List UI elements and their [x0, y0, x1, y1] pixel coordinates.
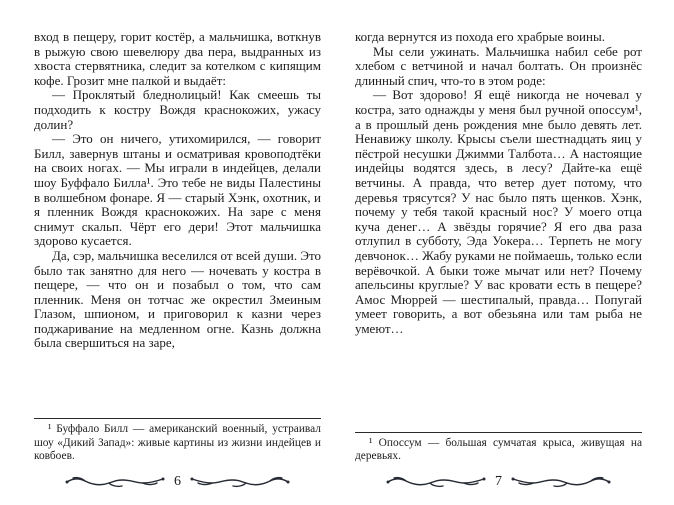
- paragraph: Да, сэр, мальчишка веселился от всей души. Это было так занятно для него — ночевать у костра в пещере, — что он и позабыл о том, что сам пленник. Меня он тотчас же окрестил Змеиным Глазом, шпионом, и приговорил к казни через поджаривание на медленном огне. Казнь должна была свершиться на заре,: [34, 247, 321, 351]
- page-number: 7: [495, 474, 502, 489]
- paragraph: когда вернутся из похода его храбрые воины.: [355, 30, 605, 44]
- flourish-ornament-icon: [65, 476, 165, 488]
- flourish-ornament-icon: [190, 476, 290, 488]
- footnote-divider: [34, 418, 321, 419]
- footnote: ¹ Буффало Билл — американский военный, устраивал шоу «Дикий Запад»: живые картины из жизни индейцев и ковбоев.: [34, 423, 321, 462]
- page-footer: [355, 473, 642, 489]
- flourish-ornament-icon: [511, 476, 611, 488]
- page-footer: [34, 473, 321, 489]
- footnote-area: [355, 432, 642, 463]
- paragraph: — Проклятый бледнолицый! Как смеешь ты подходить к костру Вождя краснокожих, ужасу долин?: [34, 87, 321, 132]
- footnote-area: [34, 418, 321, 463]
- footnote: ¹ Опоссум — большая сумчатая крыса, живущая на деревьях.: [355, 436, 642, 462]
- page-left-text: [34, 30, 321, 418]
- page-right-text: [355, 30, 642, 432]
- paragraph: Мы сели ужинать. Мальчишка набил себе рот хлебом с ветчиной и начал болтать. Он произнёс длинный спич, что-то в этом роде:: [355, 43, 642, 88]
- page-number: 6: [174, 474, 181, 489]
- footnote-divider: [355, 432, 642, 433]
- paragraph: вход в пещеру, горит костёр, а мальчишка, воткнув в рыжую свою шевелюру два пера, выдранных из хвоста стервятника, следит за котелком с кипящим кофе. Грозит мне палкой и выдаёт:: [34, 30, 321, 88]
- page-right: [355, 30, 642, 489]
- page-left: [34, 30, 321, 489]
- flourish-ornament-icon: [386, 476, 486, 488]
- paragraph: — Вот здорово! Я ещё никогда не ночевал у костра, зато однажды у меня был ручной опоссум¹, а в прошлый день рождения мне было девять лет. Ненавижу школу. Крысы съели шестнадцать яиц у пёстрой несушки Джимми Талбота… А настоящие индейцы водятся здесь, в лесу? Дайте-ка ещё ветчины. А правда, что ветер дует потому, что деревья трясутся? У нас было пять щенков. Хэнк, почему у тебя такой красный нос? У моего отца куча денег… А звёзды горячие? Я его два раза отлупил в субботу, Эда Уокера… Терпеть не могу девчонок… Жабу руками не поймаешь, только если верёвочкой. А быки тоже мычат или нет? Почему апельсины круглые? У вас кровати есть в пещере? Амос Мюррей — шестипалый, правда… Попугай умеет говорить, а вот обезьяна или там рыба не умеют…: [355, 87, 642, 336]
- paragraph: — Это он ничего, утихомирился, — говорит Билл, завернув штаны и осматривая кровоподтёки на своих ногах. — Мы играли в индейцев, делали шоу Буффало Билла¹. Это тебе не виды Палестины в волшебном фонаре. Я — старый Хэнк, охотник, и я пленник Вождя краснокожих. На заре с меня снимут скальп. Чёрт его дери! Этот мальчишка здорово кусается.: [34, 131, 321, 249]
